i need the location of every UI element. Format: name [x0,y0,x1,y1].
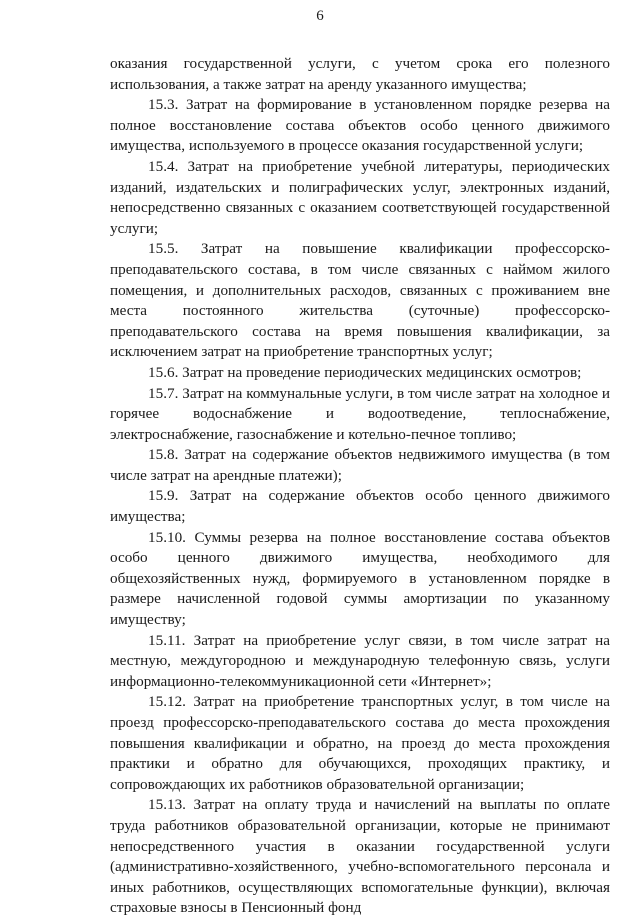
paragraph-15-3: 15.3. Затрат на формирование в установленном порядке резерва на полное восстановление состава объектов особо ценного движимого имущества, используемого в процессе оказания государственной услуги; [110,96,610,155]
paragraph-15-9: 15.9. Затрат на содержание объектов особо ценного движимого имущества; [110,487,610,526]
paragraph-15-12: 15.12. Затрат на приобретение транспортных услуг, в том числе на проезд профессорско-преподавательского состава до места прохождения повышения квалификации и обратно, на проезд до места прохождения практики и обратно для обучающихся, проходящих практику, и сопровождающих их работников образовательной организации; [110,693,610,793]
paragraph-15-11: 15.11. Затрат на приобретение услуг связи, в том числе затрат на местную, междугородною и международную телефонную связь, услуги информационно-телекоммуникационной сети «Интернет»; [110,631,610,690]
paragraph-15-13: 15.13. Затрат на оплату труда и начислений на выплаты по оплате труда работников образовательной организации, которые не принимают непосредственного участия в оказании государственной услуги (административно-хозяйственного, учебно-вспомогательного персонала и иных работников, осуществляющих вспомогательные функции), включая страховые взносы в Пенсионный фонд [110,796,610,917]
paragraph-15-7: 15.7. Затрат на коммунальные услуги, в том числе затрат на холодное и горячее водоснабжение и водоотведение, теплоснабжение, электроснабжение, газоснабжение и котельно-печное топливо; [110,384,610,443]
document-body [110,54,610,919]
paragraph-15-8: 15.8. Затрат на содержание объектов недвижимого имущества (в том числе затрат на арендные платежи); [110,446,610,484]
paragraph-15-6: 15.6. Затрат на проведение периодических медицинских осмотров; [148,363,582,381]
paragraph-15-10: 15.10. Суммы резерва на полное восстановление состава объектов особо ценного движимого имущества, необходимого для общехозяйственных нужд, формируемого в установленном порядке в размере начисленной годовой суммы амортизации по указанному имуществу; [110,528,610,629]
paragraph-continuation: оказания государственной услуги, с учетом срока его полезного использования, а также затрат на аренду указанного имущества; [110,55,610,93]
paragraph-15-5: 15.5. Затрат на повышение квалификации профессорско-преподавательского состава, в том числе связанных с наймом жилого помещения, и дополнительных расходов, связанных с проживанием вне места постоянного жительства (суточные) профессорско-преподавательского состава на время повышения квалификации, за исключением затрат на приобретение транспортных услуг; [110,240,610,361]
paragraph-15-4: 15.4. Затрат на приобретение учебной литературы, периодических изданий, издательских и полиграфических услуг, электронных изданий, непосредственно связанных с оказанием соответствующей государственной услуги; [110,157,610,237]
page-number: 6 [316,8,324,24]
